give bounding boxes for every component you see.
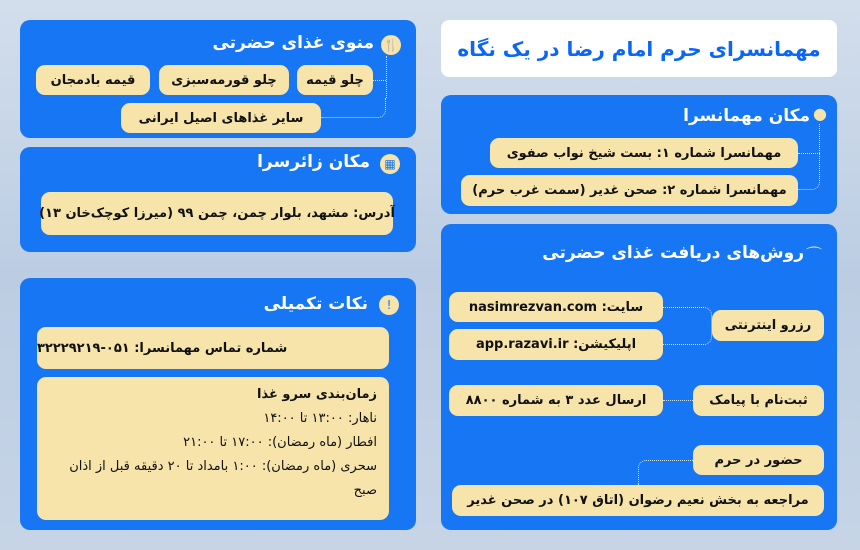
- lightbulb-icon: !: [379, 295, 399, 315]
- site-link[interactable]: سایت: nasimrezvan.com: [449, 292, 663, 322]
- inperson-label: حضور در حرم: [693, 445, 824, 475]
- schedule-line: سحری (ماه رمضان): ۱:۰۰ بامداد تا ۲۰ دقیقه قبل از اذان صبح: [69, 459, 377, 498]
- menu-heading: منوی غذای حضرتی: [212, 33, 374, 53]
- cloche-icon: ⌒: [806, 245, 823, 264]
- address: آدرس: مشهد، بلوار چمن، چمن ۹۹ (میرزا کوچک‌خان ۱۳): [41, 192, 393, 235]
- guesthouse-item: مهمانسرا شماره ۱: بست شیخ نواب صفوی: [490, 138, 798, 168]
- methods-heading: روش‌های دریافت غذای حضرتی: [542, 243, 804, 263]
- building-icon: ▦: [380, 154, 400, 174]
- fork-spoon-icon: 🍴: [381, 35, 401, 55]
- menu-item: چلو قیمه: [297, 65, 373, 95]
- online-reservation-label: رزرو اینترنتی: [712, 310, 824, 341]
- schedule-line: افطار (ماه رمضان): ۱۷:۰۰ تا ۲۱:۰۰: [183, 435, 377, 450]
- schedule-title: زمان‌بندی سرو غذا: [257, 387, 377, 402]
- phone-number: شماره تماس مهمانسرا: ۰۵۱-۳۲۲۲۹۲۱۹: [37, 327, 389, 369]
- map-pin-icon: ●: [813, 104, 827, 123]
- menu-item: سایر غذاهای اصیل ایرانی: [121, 103, 321, 133]
- menu-item: چلو قورمه‌سبزی: [159, 65, 289, 95]
- serving-schedule: [37, 377, 389, 520]
- page-title: مهمانسرای حرم امام رضا در یک نگاه: [441, 20, 837, 77]
- guesthouse-item: مهمانسرا شماره ۲: صحن غدیر (سمت غرب حرم): [461, 175, 798, 206]
- guesthouse-heading: مکان مهمانسرا: [683, 106, 810, 126]
- menu-item: قیمه بادمجان: [36, 65, 150, 95]
- sms-detail: ارسال عدد ۳ به شماره ۸۸۰۰: [449, 385, 663, 416]
- schedule-line: ناهار: ۱۳:۰۰ تا ۱۴:۰۰: [263, 411, 377, 426]
- sms-label: ثبت‌نام با پیامک: [693, 385, 824, 416]
- notes-heading: نکات تکمیلی: [263, 294, 368, 314]
- pilgrim-house-heading: مکان زائرسرا: [257, 152, 370, 172]
- inperson-detail: مراجعه به بخش نعیم رضوان (اتاق ۱۰۷) در صحن غدیر: [452, 485, 824, 516]
- app-link[interactable]: اپلیکیشن: app.razavi.ir: [449, 329, 663, 360]
